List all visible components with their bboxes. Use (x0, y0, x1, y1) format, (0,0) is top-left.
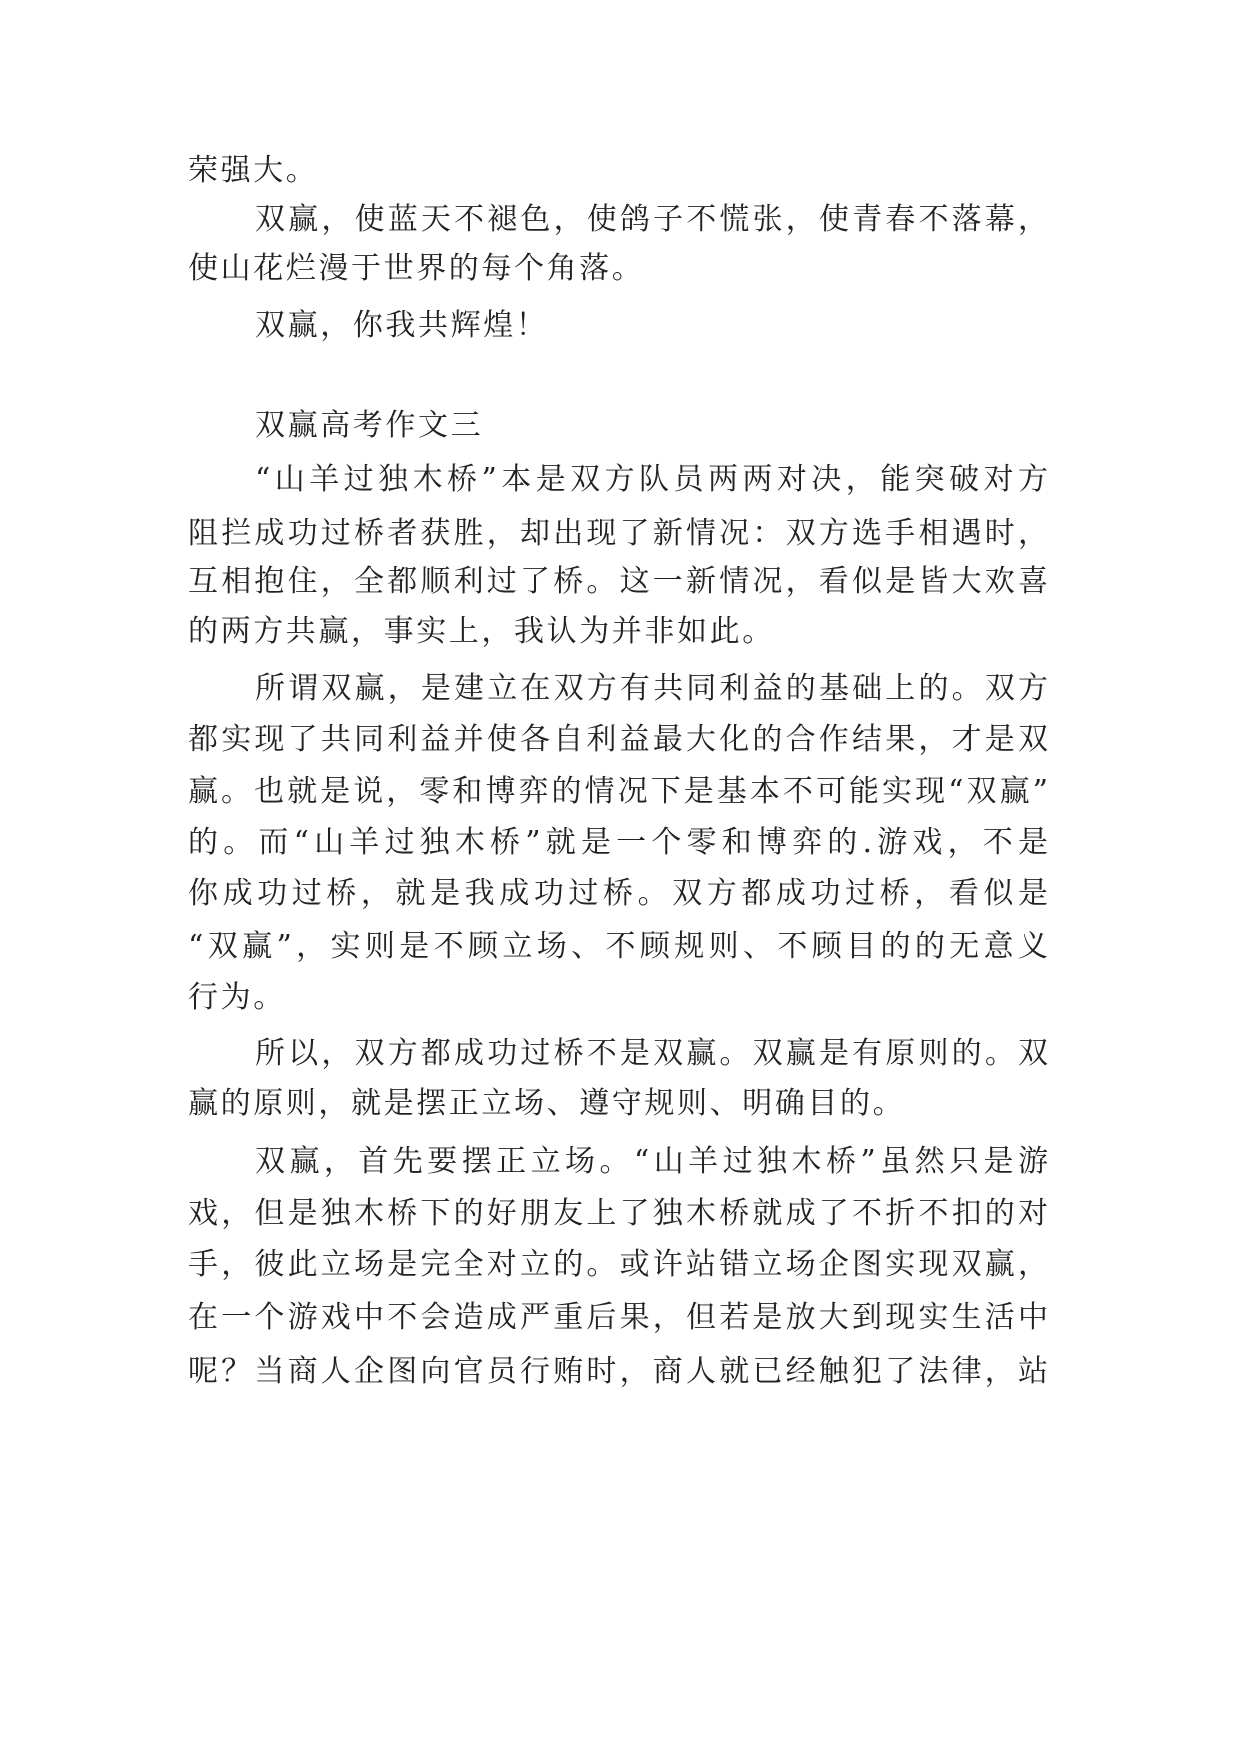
text-line: 的两方共赢，事实上，我认为并非如此。 (188, 614, 775, 649)
text-line: 互相抱住，全都顺利过了桥。这一新情况，看似是皆大欢喜 (188, 564, 1048, 599)
text-line: 阻拦成功过桥者获胜，却出现了新情况：双方选手相遇时， (188, 516, 1048, 551)
text-line: 都实现了共同利益并使各自利益最大化的合作结果，才是双 (188, 722, 1048, 757)
text-line: 使山花烂漫于世界的每个角落。 (188, 251, 645, 286)
text-line: 戏，但是独木桥下的好朋友上了独木桥就成了不折不扣的对 (188, 1196, 1048, 1231)
text-line: 呢？当商人企图向官员行贿时，商人就已经触犯了法律，站 (188, 1354, 1048, 1389)
text-line: 所以，双方都成功过桥不是双赢。双赢是有原则的。双 (255, 1036, 1048, 1071)
text-line: 荣强大。 (188, 153, 319, 188)
text-line: 手，彼此立场是完全对立的。或许站错立场企图实现双赢， (188, 1247, 1048, 1282)
text-line: 双赢，使蓝天不褪色，使鸽子不慌张，使青春不落幕， (255, 202, 1048, 237)
text-line: 所谓双赢，是建立在双方有共同利益的基础上的。双方 (255, 671, 1048, 706)
text-line: 行为。 (188, 980, 286, 1015)
text-line: “山羊过独木桥”本是双方队员两两对决，能突破对方 (255, 462, 1048, 497)
text-line: 赢的原则，就是摆正立场、遵守规则、明确目的。 (188, 1086, 906, 1121)
text-line: 的。而“山羊过独木桥”就是一个零和博弈的.游戏，不是 (188, 825, 1048, 860)
text-line: 双赢，首先要摆正立场。“山羊过独木桥”虽然只是游 (255, 1144, 1048, 1179)
text-line: 赢。也就是说，零和博弈的情况下是基本不可能实现“双赢” (188, 774, 1048, 809)
section-heading: 双赢高考作文三 (255, 408, 484, 443)
text-line: “双赢”，实则是不顾立场、不顾规则、不顾目的的无意义 (188, 929, 1048, 964)
text-line: 在一个游戏中不会造成严重后果，但若是放大到现实生活中 (188, 1300, 1048, 1335)
text-line: 双赢，你我共辉煌！ (255, 308, 549, 343)
text-line: 你成功过桥，就是我成功过桥。双方都成功过桥，看似是 (188, 876, 1048, 911)
